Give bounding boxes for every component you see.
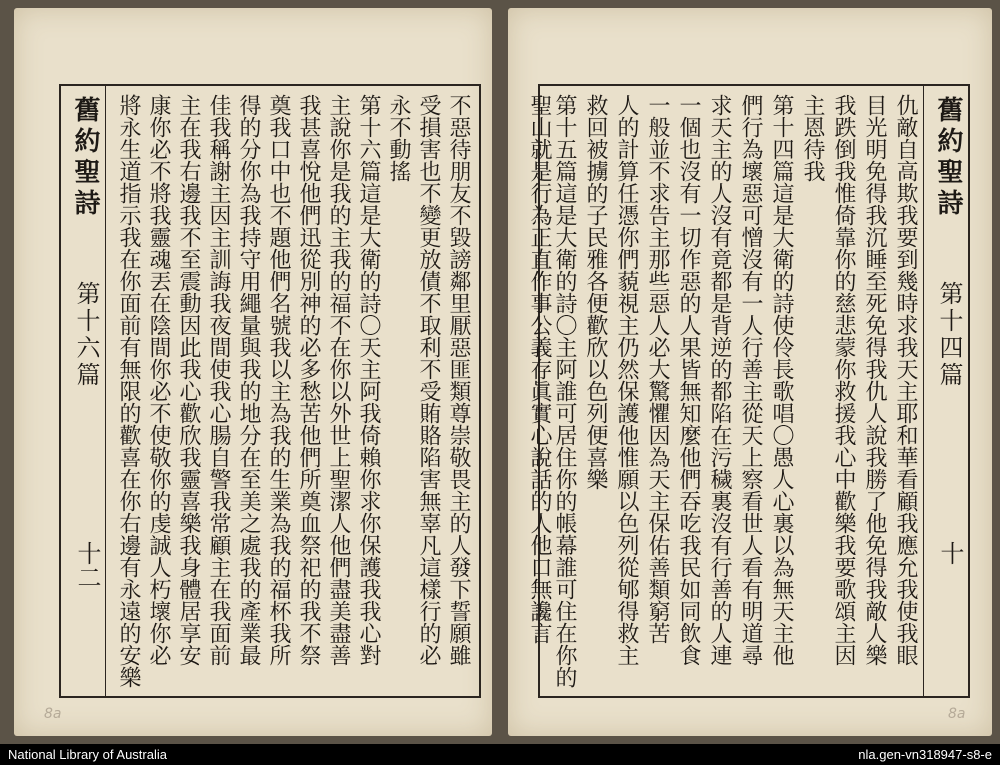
left-page-frame [59, 84, 481, 698]
text-column: 主恩待我 [800, 94, 825, 182]
text-column: 第十六篇這是大衛的詩〇天主阿我倚賴你求你保護我我心對 [356, 94, 381, 666]
text-column: 求天主的人沒有竟都是背逆的都陷在污穢裏沒有行善的人連 [707, 94, 732, 666]
text-column: 們行為壞惡可憎沒有一人行善主從天上察看世人看有明道尋 [738, 94, 763, 666]
left-book-title: 舊約聖詩 [70, 96, 100, 220]
text-column: 永不動搖 [386, 94, 411, 182]
text-column: 將永生道指示我在你面前有無限的歡喜在你右邊有永遠的安樂 [116, 94, 141, 688]
text-column: 受損害也不變更放債不取利不受賄賂陷害無辜凡這樣行的必 [416, 94, 441, 666]
text-column: 仇敵自高欺我要到幾時求我天主耶和華看顧我應允我使我眼 [893, 94, 918, 666]
text-column: 救回被擄的子民雅各便歡欣以色列便喜樂 [583, 94, 608, 490]
right-book-title: 舊約聖詩 [933, 96, 963, 220]
text-column: 我跌倒我惟倚靠你的慈悲蒙你救援我心中歡樂我要歌頌主因 [831, 94, 856, 666]
text-column: 得的分你為我持守用繩量與我的地分在至美之處我的產業最 [236, 94, 261, 666]
text-column: 佳我稱謝主因主訓誨我夜間使我心腸自警我常顧主在我面前 [206, 94, 231, 666]
footer-publisher: National Library of Australia [8, 747, 167, 762]
text-column: 一個也沒有一切作惡的人果皆無知麼他們吞吃我民如同飲食 [676, 94, 701, 666]
left-folio-number: 十二 [73, 541, 101, 589]
right-chapter-label: 第十四篇 [935, 281, 963, 389]
text-column: 不惡待朋友不毀謗鄰里厭惡匪類尊崇敬畏主的人發下誓願雖 [446, 94, 471, 666]
right-page [508, 8, 992, 736]
right-page-frame [527, 84, 970, 698]
text-column: 第十四篇這是大衛的詩使伶長歌唱〇愚人心裏以為無天主他 [769, 94, 794, 666]
left-chapter-label: 第十六篇 [72, 281, 100, 389]
left-running-header [61, 86, 106, 696]
text-column: 主說你是我的主我的福不在你以外世上聖潔人他們盡美盡善 [326, 94, 351, 666]
text-column: 奠我口中也不題他們名號我以主為我的生業為我的福杯我所 [266, 94, 291, 666]
right-running-header [923, 86, 968, 696]
text-column: 康你必不將我靈魂丟在陰間你必不使敬你的虔誠人朽壞你必 [146, 94, 171, 666]
text-column: 人的計算任憑你們藐視主仍然保護他惟願以色列從郇得救主 [614, 94, 639, 666]
right-folio-number: 十 [936, 541, 964, 565]
left-page [14, 8, 492, 736]
text-column: 第十五篇這是大衛的詩〇主阿誰可居住你的帳幕誰可住在你的聖山就是行為正直作事公義存眞實心說話的人他口無讒言 [527, 94, 577, 688]
footer-identifier: nla.gen-vn318947-s8-e [858, 747, 992, 762]
text-column: 主在我右邊我不至震動因此我心歡欣我靈喜樂我身體居享安 [176, 94, 201, 666]
text-column: 目光明免得我沉睡至死免得我仇人說我勝了他免得我敵人樂 [862, 94, 887, 666]
right-text-body [527, 94, 918, 688]
left-pencil-note: 8a [44, 706, 62, 722]
text-column: 我甚喜悅他們迅從別神的必多愁苦他們所奠血祭祀的我不祭 [296, 94, 321, 666]
footer-bar [0, 744, 1000, 765]
text-column: 一般並不求告主那些惡人必大驚懼因為天主保佑善類窮苦 [645, 94, 670, 644]
right-pencil-note: 8a [948, 706, 966, 722]
left-text-body [111, 94, 471, 688]
